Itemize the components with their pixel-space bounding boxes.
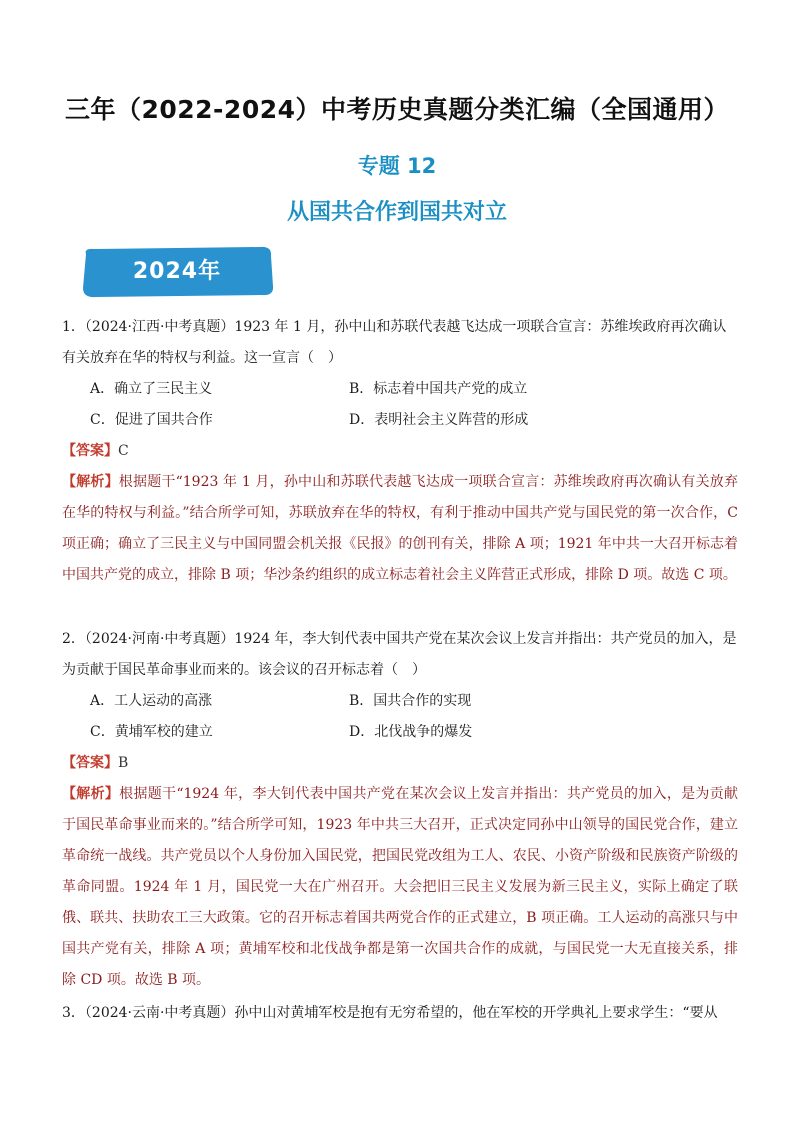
option-c: C．促进了国共合作 [90,412,213,428]
question-3 [62,998,738,1029]
option-b: B．国共合作的实现 [349,693,472,709]
answer-value: B [118,755,129,771]
analysis-paragraph [62,779,738,996]
year-badge-label: 2024年 [132,259,222,284]
question-1 [62,312,738,591]
option-d: D．北伐战争的爆发 [349,724,473,740]
topic-name: 从国共合作到国共对立 [286,200,507,225]
question-2 [62,624,738,996]
topic-number: 专题 12 [357,154,437,178]
answer-label: 【答案】 [62,443,118,459]
analysis-text: 根据题干“1924 年，李大钊代表中国共产党在某次会议上发言并指出：共产党员的加入，是为贡献于国民革命事业而来的。”结合所学可知，1923 年中共三大召开，正式决定同孙中山领导的国民党合作，建立革命统一战线。共产党员以个人身份加入国民党，把国民党改组为工人、农民、小资产阶级和民族资产阶级的革命同盟。1924 年 1 月，国民党一大在广州召开。大会把旧三民主义发展为新三民主义，实际上确定了联俄、联共、扶助农工三大政策。它的召开标志着国共两党合作的正式建立，B 项正确。工人运动的高涨只与中国共产党有关，排除 A 项；黄埔军校和北伐战争都是第一次国共合作的成就，与国民党一大无直接关系，排除 CD 项。故选 B 项。 [62,786,739,988]
options-row-2 [62,405,738,436]
analysis-label: 【解析】 [62,474,119,490]
option-a: A．确立了三民主义 [90,381,213,397]
analysis-label: 【解析】 [62,786,120,802]
options-row-1 [62,686,738,717]
options-row-2 [62,717,738,748]
year-badge [80,246,274,298]
option-a: A．工人运动的高涨 [90,693,213,709]
answer-line [62,436,738,467]
answer-value: C [118,443,129,459]
answer-line [62,748,738,779]
analysis-paragraph [62,467,738,591]
question-stem: 3．（2024·云南·中考真题）孙中山对黄埔军校是抱有无穷希望的，他在军校的开学典礼上要求学生：“要从 [62,1005,718,1021]
option-b: B．标志着中国共产党的成立 [349,381,528,397]
option-d: D．表明社会主义阵营的形成 [349,412,529,428]
option-c: C．黄埔军校的建立 [90,724,213,740]
analysis-text: 根据题干“1923 年 1 月，孙中山和苏联代表越飞达成一项联合宣言：苏维埃政府再次确认有关放弃在华的特权与利益。”结合所学可知，苏联放弃在华的特权，有利于推动中国共产党与国民党的第一次合作，C 项正确；确立了三民主义与中国同盟会机关报《民报》的创刊有关，排除 A 项；1921 年中共一大召开标志着中国共产党的成立，排除 B 项；华沙条约组织的成立标志着社会主义阵营正式形成，排除 D 项。故选 C 项。 [62,474,738,583]
question-stem: 1．（2024·江西·中考真题）1923 年 1 月，孙中山和苏联代表越飞达成一项联合宣言：苏维埃政府再次确认有关放弃在华的特权与利益。这一宣言（ ） [62,319,727,366]
question-stem: 2．（2024·河南·中考真题）1924 年，李大钊代表中国共产党在某次会议上发言并指出：共产党员的加入，是为贡献于国民革命事业而来的。该会议的召开标志着（ ） [62,631,737,678]
document-title: 三年（2022-2024）中考历史真题分类汇编（全国通用） [64,95,730,124]
answer-label: 【答案】 [62,755,118,771]
options-row-1 [62,374,738,405]
